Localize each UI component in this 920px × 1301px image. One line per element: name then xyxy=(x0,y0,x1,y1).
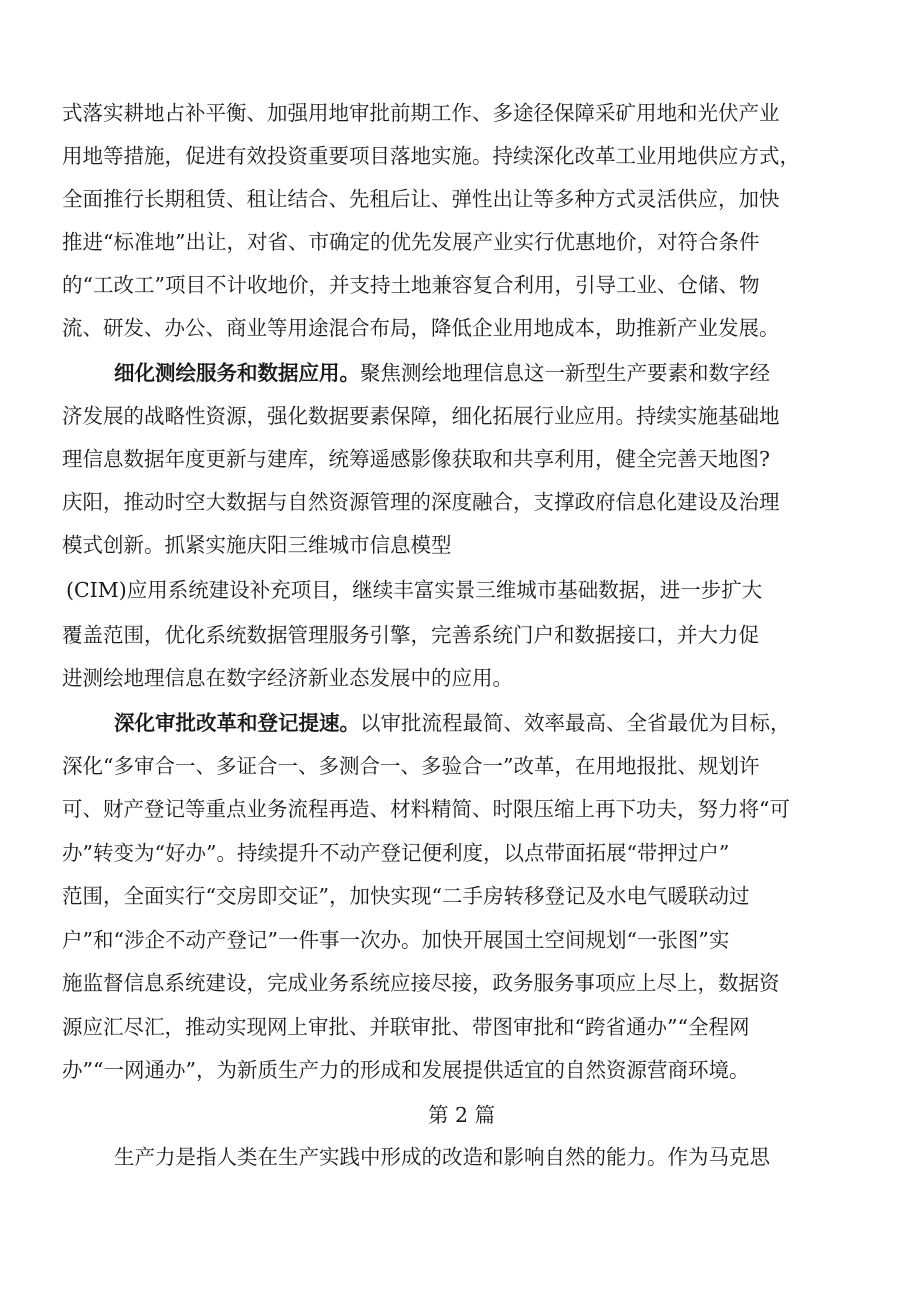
text-line: 推进“标准地”出让，对省、市确定的优先发展产业实行优惠地价，对符合条件 xyxy=(62,230,760,254)
text-line: 范围，全面实行“交房即交证”，加快实现“二手房转移登记及水电气暖联动过 xyxy=(62,884,750,908)
text-line: (CIM)应用系统建设补充项目，继续丰富实景三维城市基础数据，进一步扩大 xyxy=(66,578,763,602)
text-line: 可、财产登记等重点业务流程再造、材料精简、时限压缩上再下功夫，努力将“可 xyxy=(62,797,790,821)
paragraph-lead-heading: 细化测绘服务和数据应用。 xyxy=(114,361,360,385)
text-line: 用地等措施，促进有效投资重要项目落地实施。持续深化改革工业用地供应方式， xyxy=(62,144,800,168)
text-line xyxy=(114,708,791,738)
text-line: 办”“一网通办”，为新质生产力的形成和发展提供适宜的自然资源营商环境。 xyxy=(62,1058,750,1082)
text-line: 户”和“涉企不动产登记”一件事一次办。加快开展国土空间规划“一张图”实 xyxy=(62,928,730,952)
text-line: 式落实耕地占补平衡、加强用地审批前期工作、多途径保障采矿用地和光伏产业 xyxy=(62,101,780,125)
text-line: 源应汇尽汇，推动实现网上审批、并联审批、带图审批和“跨省通办”“全程网 xyxy=(62,1015,750,1039)
text-line: 庆阳，推动时空大数据与自然资源管理的深度融合，支撑政府信息化建设及治理 xyxy=(62,490,780,514)
text-span: 以审批流程最简、效率最高、全省最优为目标， xyxy=(360,711,791,735)
paragraph-lead-heading: 深化审批改革和登记提速。 xyxy=(114,711,360,735)
paragraph-productivity: 生产力是指人类在生产实践中形成的改造和影响自然的能力。作为马克思 xyxy=(114,1145,770,1169)
text-line: 施监督信息系统建设，完成业务系统应接尽接，政务服务事项应上尽上，数据资 xyxy=(62,971,780,995)
text-line: 办”转变为“好办”。持续提升不动产登记便利度，以点带面拓展“带押过户” xyxy=(62,841,730,865)
text-line: 流、研发、办公、商业等用途混合布局，降低企业用地成本，助推新产业发展。 xyxy=(62,316,780,340)
text-span: 聚焦测绘地理信息这一新型生产要素和数字经 xyxy=(360,361,770,385)
text-line: 理信息数据年度更新与建库，统筹遥感影像获取和共享利用，健全完善天地图? xyxy=(62,447,770,471)
text-line xyxy=(114,358,770,388)
text-line: 进测绘地理信息在数字经济新业态发展中的应用。 xyxy=(62,666,513,690)
section-heading: 第 2 篇 xyxy=(428,1103,496,1127)
text-line: 全面推行长期租赁、租让结合、先租后让、弹性出让等多种方式灵活供应，加快 xyxy=(62,187,780,211)
text-line: 模式创新。抓紧实施庆阳三维城市信息模型 xyxy=(62,533,452,557)
text-line: 深化“多审合一、多证合一、多测合一、多验合一”改革，在用地报批、规划许 xyxy=(62,754,760,778)
text-line: 的“工改工”项目不计收地价，并支持土地兼容复合利用，引导工业、仓储、物 xyxy=(62,273,760,297)
text-line: 覆盖范围，优化系统数据管理服务引擎，完善系统门户和数据接口，并大力促 xyxy=(62,623,759,647)
text-line: 济发展的战略性资源，强化数据要素保障，细化拓展行业应用。持续实施基础地 xyxy=(62,404,780,428)
